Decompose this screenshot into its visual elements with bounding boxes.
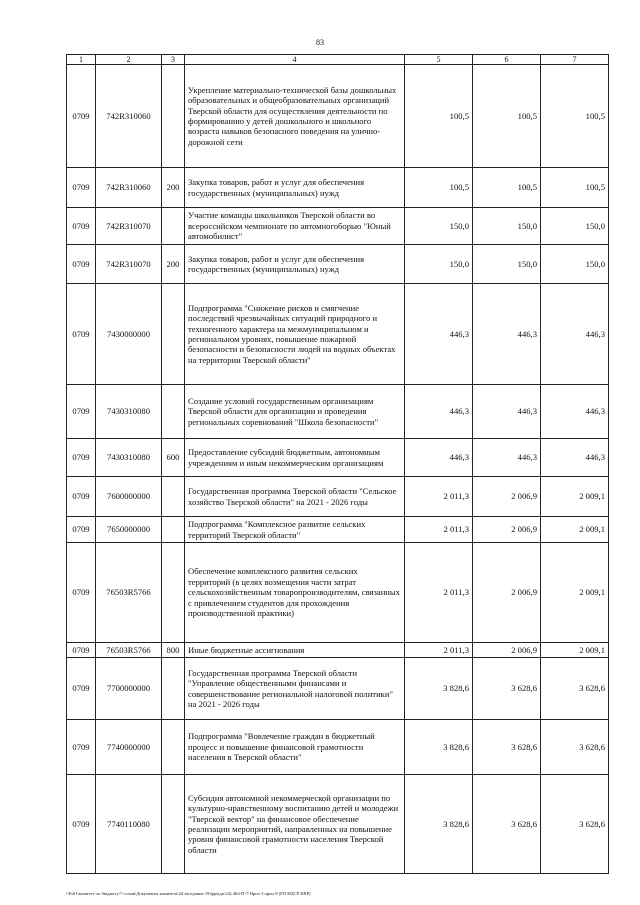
expense-type-code: 200 xyxy=(162,168,185,208)
expense-type-code xyxy=(162,775,185,874)
amount-col-6: 2 006,9 xyxy=(473,477,541,517)
item-description: Закупка товаров, работ и услуг для обеспечения государственных (муниципальных) нужд xyxy=(185,168,405,208)
expense-type-code: 200 xyxy=(162,245,185,284)
table-row xyxy=(67,643,609,658)
item-description: Подпрограмма "Снижение рисков и смягчение последствий чрезвычайных ситуаций природного и техногенного характера на межмуниципальном и региональном уровнях, повышение пожарной безопасности и безопасности людей на водных объектах на территории Тверской области" xyxy=(185,284,405,385)
expense-type-code xyxy=(162,477,185,517)
target-article-code: 7700000000 xyxy=(96,658,162,720)
header-cell: 7 xyxy=(541,55,609,65)
item-description: Субсидия автономной некоммерческой организации по культурно-нравственному воспитанию детей и молодежи "Тверской вектор" на финансовое обеспечение реализации мероприятий, направленных на повышение уровня финансовой грамотности населения Тверской области xyxy=(185,775,405,874)
section-code: 0709 xyxy=(67,517,96,543)
expense-type-code xyxy=(162,284,185,385)
amount-col-7: 446,3 xyxy=(541,385,609,439)
amount-col-5: 2 011,3 xyxy=(405,643,473,658)
amount-col-5: 100,5 xyxy=(405,168,473,208)
amount-col-6: 2 006,9 xyxy=(473,643,541,658)
target-article-code: 7740000000 xyxy=(96,720,162,775)
amount-col-6: 2 006,9 xyxy=(473,543,541,643)
expense-type-code: 600 xyxy=(162,439,185,477)
amount-col-5: 3 828,6 xyxy=(405,775,473,874)
section-code: 0709 xyxy=(67,385,96,439)
amount-col-6: 150,0 xyxy=(473,245,541,284)
table-row xyxy=(67,720,609,775)
section-code: 0709 xyxy=(67,543,96,643)
amount-col-7: 100,5 xyxy=(541,168,609,208)
section-code: 0709 xyxy=(67,245,96,284)
header-cell: 5 xyxy=(405,55,473,65)
item-description: Предоставление субсидий бюджетным, автономным учреждениям и иным некоммерческим организациям xyxy=(185,439,405,477)
expense-type-code xyxy=(162,208,185,245)
table-row xyxy=(67,168,609,208)
amount-col-5: 446,3 xyxy=(405,284,473,385)
amount-col-7: 150,0 xyxy=(541,245,609,284)
section-code: 0709 xyxy=(67,65,96,168)
amount-col-7: 150,0 xyxy=(541,208,609,245)
table-row xyxy=(67,65,609,168)
section-code: 0709 xyxy=(67,168,96,208)
amount-col-7: 2 009,1 xyxy=(541,543,609,643)
amount-col-7: 2 009,1 xyxy=(541,517,609,543)
table-row xyxy=(67,517,609,543)
expense-type-code: 800 xyxy=(162,643,185,658)
amount-col-5: 2 011,3 xyxy=(405,543,473,643)
amount-col-6: 446,3 xyxy=(473,439,541,477)
file-path-footer: \\Fs01\комитет по бюджету\7 созыв\Документы комитета\24 заседание 19\фр\кдп\24) 464-П-7\Прил 3 прил 8 (РП КЦСР КВР) xyxy=(66,891,311,896)
table-row xyxy=(67,245,609,284)
item-description: Укрепление материально-технической базы дошкольных образовательных и общеобразовательных организаций Тверской области для осуществления деятельности по формированию у детей дошкольного и школьного возраста навыков безопасного поведения на улично-дорожной сети xyxy=(185,65,405,168)
amount-col-7: 446,3 xyxy=(541,284,609,385)
item-description: Иные бюджетные ассигнования xyxy=(185,643,405,658)
amount-col-6: 446,3 xyxy=(473,284,541,385)
target-article-code: 742R310060 xyxy=(96,168,162,208)
table-row xyxy=(67,439,609,477)
target-article-code: 7430000000 xyxy=(96,284,162,385)
target-article-code: 7600000000 xyxy=(96,477,162,517)
header-cell: 3 xyxy=(162,55,185,65)
amount-col-6: 3 628,6 xyxy=(473,720,541,775)
section-code: 0709 xyxy=(67,208,96,245)
amount-col-5: 2 011,3 xyxy=(405,477,473,517)
amount-col-5: 446,3 xyxy=(405,385,473,439)
section-code: 0709 xyxy=(67,720,96,775)
amount-col-6: 446,3 xyxy=(473,385,541,439)
table-row xyxy=(67,477,609,517)
amount-col-7: 3 628,6 xyxy=(541,775,609,874)
target-article-code: 742R310070 xyxy=(96,208,162,245)
item-description: Закупка товаров, работ и услуг для обеспечения государственных (муниципальных) нужд xyxy=(185,245,405,284)
expense-type-code xyxy=(162,517,185,543)
amount-col-5: 3 828,6 xyxy=(405,658,473,720)
target-article-code: 7430310080 xyxy=(96,385,162,439)
table-row xyxy=(67,385,609,439)
header-cell: 4 xyxy=(185,55,405,65)
amount-col-5: 150,0 xyxy=(405,208,473,245)
section-code: 0709 xyxy=(67,643,96,658)
table-row xyxy=(67,543,609,643)
target-article-code: 742R310060 xyxy=(96,65,162,168)
amount-col-7: 3 628,6 xyxy=(541,720,609,775)
target-article-code: 7740110080 xyxy=(96,775,162,874)
amount-col-7: 446,3 xyxy=(541,439,609,477)
target-article-code: 7430310080 xyxy=(96,439,162,477)
target-article-code: 7650000000 xyxy=(96,517,162,543)
amount-col-6: 3 628,6 xyxy=(473,658,541,720)
amount-col-5: 100,5 xyxy=(405,65,473,168)
amount-col-6: 100,5 xyxy=(473,168,541,208)
amount-col-7: 100,5 xyxy=(541,65,609,168)
expense-type-code xyxy=(162,385,185,439)
item-description: Участие команды школьников Тверской области во всероссийском чемпионате по автомногоборью "Юный автомобилист" xyxy=(185,208,405,245)
table-row xyxy=(67,284,609,385)
section-code: 0709 xyxy=(67,439,96,477)
expense-type-code xyxy=(162,543,185,643)
header-cell: 6 xyxy=(473,55,541,65)
amount-col-7: 2 009,1 xyxy=(541,643,609,658)
amount-col-5: 150,0 xyxy=(405,245,473,284)
section-code: 0709 xyxy=(67,477,96,517)
item-description: Обеспечение комплексного развития сельских территорий (в целях возмещения части затрат сельскохозяйственным товаропроизводителям, связанных с привлечением студентов для прохождения производственной практики) xyxy=(185,543,405,643)
amount-col-6: 150,0 xyxy=(473,208,541,245)
amount-col-7: 2 009,1 xyxy=(541,477,609,517)
target-article-code: 76503R5766 xyxy=(96,543,162,643)
table-row xyxy=(67,208,609,245)
item-description: Подпрограмма "Комплексное развитие сельских территорий Тверской области" xyxy=(185,517,405,543)
amount-col-5: 3 828,6 xyxy=(405,720,473,775)
amount-col-6: 100,5 xyxy=(473,65,541,168)
amount-col-5: 2 011,3 xyxy=(405,517,473,543)
target-article-code: 742R310070 xyxy=(96,245,162,284)
section-code: 0709 xyxy=(67,775,96,874)
expense-type-code xyxy=(162,658,185,720)
item-description: Подпрограмма "Вовлечение граждан в бюджетный процесс и повышение финансовой грамотности населения в Тверской области" xyxy=(185,720,405,775)
table-row xyxy=(67,658,609,720)
expense-type-code xyxy=(162,720,185,775)
item-description: Создание условий государственным организациям Тверской области для организации и проведения региональных соревнований "Школа безопасности" xyxy=(185,385,405,439)
item-description: Государственная программа Тверской области "Сельское хозяйство Тверской области" на 2021 - 2026 годы xyxy=(185,477,405,517)
header-cell: 1 xyxy=(67,55,96,65)
amount-col-6: 2 006,9 xyxy=(473,517,541,543)
target-article-code: 76503R5766 xyxy=(96,643,162,658)
item-description: Государственная программа Тверской области "Управление общественными финансами и совершенствование региональной налоговой политики" на 2021 - 2026 годы xyxy=(185,658,405,720)
section-code: 0709 xyxy=(67,284,96,385)
header-cell: 2 xyxy=(96,55,162,65)
amount-col-6: 3 628,6 xyxy=(473,775,541,874)
page-number: 83 xyxy=(316,38,324,47)
section-code: 0709 xyxy=(67,658,96,720)
table-row xyxy=(67,775,609,874)
budget-table xyxy=(66,54,609,874)
amount-col-7: 3 628,6 xyxy=(541,658,609,720)
amount-col-5: 446,3 xyxy=(405,439,473,477)
expense-type-code xyxy=(162,65,185,168)
header-row xyxy=(67,55,609,65)
